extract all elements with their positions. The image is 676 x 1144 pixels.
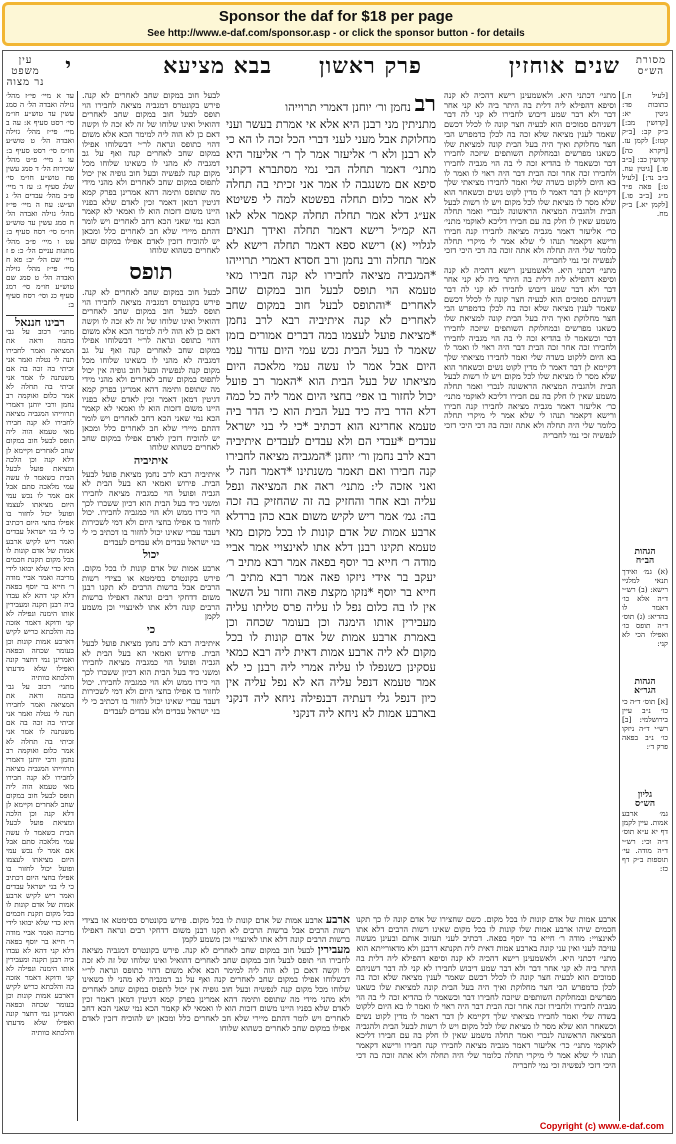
- gemara-column: [226, 91, 436, 891]
- gemara-intro: נחמן ור׳ יוחנן דאמרי תרוייהו: [285, 100, 411, 114]
- sponsor-subtitle[interactable]: See http://www.e-daf.com/sponsor.asp - or click the sponsor button - for details: [147, 28, 525, 39]
- gilyon-hashas-label: גליון הש״ס: [634, 790, 656, 810]
- tosafot-heading-itivei: איתיביה: [133, 453, 169, 467]
- tosafot-opening-word: תופס: [129, 258, 173, 285]
- talmud-page: [2, 50, 673, 1134]
- gilyon-text: גמ׳ ארבע אמות. עיין לקמן דף יא ע״א תוס׳ ד״ה וכי: רש״י ד״ה מודה. עי׳ תוספות ב״ק דף כז:: [622, 809, 668, 873]
- bach-text: (א) גמ׳ ואידך תנאי למלגיי רישא: (ב) רש״י ד״ה אלא כו׳ דאמר לו בהדיא: (ג) תוס׳ ד״ה תופס כו׳ ואפילו הכי לא קני:: [622, 566, 668, 649]
- tosafot-text-4: איתיביה רבא לרב נחמן מציאת פועל לבעל הבית. פירוש ואמאי הא בעל הבית לא הגביה ופועל הוי כמגביה מציאה לחבירו ומשני כיד בעל הבית הוא דכיון ששכרו לכך הוי כידו ממש ולא הוי כמגביה לחבירו. יכול לחזור בו אפילו בחצי היום ולא דמי לשכירות דעבד עברי שאינו יכול לחזור בו דכתיב כי לי בני ישראל עבדים ולא עבדים לעבדים: [82, 637, 220, 716]
- tosafot-heading-yachol: יכול: [142, 548, 160, 562]
- perek-number: פרק ראשון: [319, 53, 422, 79]
- mesoret-text: [לעיל ח.] כתובות פד: גיטין יא: [קדושין מב:] ב״ק קב: [ב״ק קטז:] לקמן עז. [ויקרא כה] קדושין כב: [ב״ב פו.] [גיטין עח. ב״ב נד:] [לעיל ט:] פאה פ״ד מ״ג [ב״ב פו.] [לקמן יא.] ב״ק מח.: [622, 91, 668, 219]
- gemara-opening-word: רב: [414, 91, 436, 117]
- tosafot-lower-block: [82, 915, 350, 1125]
- rashi-text-continued: מתני׳ דכתני היא. ולאשמעינן רישא דהכיה לא קנה וסיפא דהפילא ליה דלית בה היתר ביה לא קני אחר דבר ולא דבר שמע דיבוש לחבירו לא קני לה דבר דשניהם סמוכים הוא לבעיה חצר קונה לו לכלל דכשם שאמר לענין מציאה שלא זכה בה לכלן כדמפרש הבי חצר מחלוקת ואיך היה בעל הבית קונה למציאת שלו כשאנו מפרשים ובמחלוקת השותפים שיזכה לחבירו דבר וכשאמר לו בהדיא זכה לי בה הוי מגביה לחבירו ולחבירו זכה אחר זכה הבית דבר היה ראוי לו ואמר לו בא היום ללקוט בשדה שלי ואמר לחבירו מציאתי שלך דקיימא לן דבר דאמר לו מדין לקוט נשים וכשאחר הוא שלא מסר לו מציאת שלו לכל מקום ויש לו רשות לבעל הבית ולהגביה המציאה הראשונה לנכרי ואמר תחלה משמע שאין לו חלק בה עם חבירו דליכא לאוקמי מתני׳ כר׳ אליעזר דאמר מגביה מציאה לחבירו קנה חבירו ורישא דקאמר תנהו לי שלא אמר לי מיקרי תחלה כלומר שלי היה תחלה ולא אתה זוכה בה דכי היכי דזכי לנפשיה זכי נמי לחבריה: [444, 264, 616, 440]
- masechta-title: בבא מציעא: [163, 53, 272, 79]
- perek-name: שנים אוחזין: [508, 53, 620, 79]
- ein-mishpat-text: עד א מיי׳ פי״ז מהל׳ גזילה ואבדה הל׳ ה סמג עשין עד טוש״ע חו״מ סי׳ רסט סעיף א: עה ב מיי׳ פי״ז מהל׳ גזילה ואבדה הל׳ ט טוש״ע חו״מ סי׳ רסט סעיף ב: עו ג מיי׳ פ״ט מהל׳ שכירות הל׳ ד סמג עשין פח טוש״ע חו״מ סי׳ שלג סעיף ג: עז ד מיי׳ פ״ב מהל׳ עבדים הל׳ ג וע״ש: עח ה מיי׳ פי״ז מהל׳ גזילה ואבדה הל׳ ח סמג עשין עד טוש״ע חו״מ סי׳ רסח סעיף ב: עט ו מיי׳ פ״ב מהל׳ מתנות עניים הל׳ כ: פ ז מיי׳ שם הל׳ יב: פא ח מיי׳ פי״ז מהל׳ גזילה ואבדה הל׳ ט סמג שם טוש״ע חו״מ סי׳ רמג סעיף כג וסי׳ רסח סעיף ב:: [6, 91, 74, 310]
- ein-mishpat-heading: עין משפט נר מצוה: [6, 55, 45, 88]
- rabbeinu-chananel-text: מתני׳ רכוב על גבי בהמה וראה את המציאה ואמר לחבירו תנה לי נטלה ואמר אני זכיתי בה זכה בה אם משנתנה לו אמר אני זכיתי בה תחלה לא אמר כלום ואוקמה רב נחמן ורבי יוחנן דאמרי תרווייהו המגביה מציאה לחבירו לא קנה חבירו מאי טעמא הוה ליה תופס לבעל חוב במקום שחב לאחרים וקיימא לן דלא קנה וכן הלכה ומציאת פועל לבעל הבית כשאמר לו עשה עמי מלאכה סתם אבל אם אמר לו נכש עמי היום מציאתו לעצמו ופועל יכול לחזור בו אפילו בחצי היום דכתיב כי לי בני ישראל עבדים ואמר ריש לקיש ארבע אמות של אדם קונות לו בכל מקום תקנת חכמים היא כדי שלא יבואו לידי מריבה ואמר אביי מודה ר׳ חייא בר יוסף בפאה דלא קני דהא לא עבדו ביה רבנן תקנה ומעבירין אותו הימנה ונפילה לא קני ודוקא דאמר אזכה בה והלכתא כריש לקיש דארבע אמות קונות וכן בעומר שכחה ובפאה ואמרינן נמי דחצר קונה ואפילו שלא מדעתו והלכתא כוותיה: [6, 327, 74, 682]
- daf-number: י: [65, 53, 72, 79]
- tosafot-lower-text-2: לבעל חוב במקום שחב לאחרים לא קנה. פירש בקונטרס דמגביה מציאה לחבירו הוי תופס לבעל חוב במקום שחב לאחרים דהואיל ואינו שלוחו של זה לא זכה לו וקשה דאם כן לא הוה ליה למימר הכא אלא משום דהוי כתופס ונראה לר״י דבשלוחו אפילו במקום שחב לאחרים קנה ואף על גב דמגביה לא מהני לו כשאינו שלוחו מכל מקום קנה לנפשיה ובעל חוב גופיה אין יכול לתפוס במקום שחב לאחרים ולא מהני מידי מה שתופס ותימה דהא אמרינן בפרק קמא דגיטין דמאן דאמר זכין לאדם שלא בפניו היינו משום דזכות הוא לו ואמאי לא קאמר הכא נמי שאני הכא דחב לאחרים ויש לומר דהתם מיירי שלא חב לאחרים כלל ומכאן יש להוכיח דזכין לאדם אפילו במקום שחב לאחרים כשהוא שלוחו: [82, 945, 350, 1033]
- rashi-lower-text-continued: מתני׳ דכתני היא. ולאשמעינן רישא דהכיה לא קנה וסיפא דהפילא ליה דלית בה היתר ביה לא קני אחר דבר ולא דבר שמע דיבוש לחבירו לא קני לה דבר דשניהם סמוכים הוא לבעיה חצר קונה לו לכלל דכשם שאמר לענין מציאה שלא זכה בה לכלן כדמפרש הבי חצר מחלוקת ואיך היה בעל הבית קונה למציאת שלו כשאנו מפרשים ובמחלוקת השותפים שיזכה לחבירו דבר וכשאמר לו בהדיא זכה לי בה הוי מגביה לחבירו ולחבירו זכה אחר זכה הבית דבר היה ראוי לו ואמר לו בא היום ללקוט בשדה שלי ואמר לחבירו מציאתי שלך דקיימא לן דבר דאמר לו מדין לקוט נשים וכשאחר הוא שלא מסר לו מציאת שלו לכל מקום ויש לו רשות לבעל הבית ולהגביה המציאה הראשונה לנכרי ואמר תחלה משמע שאין לו חלק בה עם חבירו דליכא לאוקמי מתני׳ כר׳ אליעזר דאמר מגביה מציאה לחבירו קנה חבירו ורישא דקאמר תנהו לי שלא אמר לי מיקרי תחלה כלומר שלי היה תחלה ולא אתה זוכה בה דכי היכי דזכי לנפשיה זכי נמי לחבריה: [356, 952, 616, 1070]
- tosafot-heading-arba: ארבע: [325, 915, 350, 926]
- hagahot-hagra-label: הגהות הגר״א: [634, 677, 656, 697]
- ein-mishpat-column: [6, 91, 74, 1126]
- tosafot-text-3: ארבע אמות של אדם קונות לו בכל מקום. פירש בקונטרס בסימטא או בצידי רשות הרבים אבל ברשות הרבים לא תקנו רבנן משום דדחקי רבים ונראה דאפילו ברשות הרבים קונה דלא אתו לאינצויי וכן משמע לקמן: [82, 562, 220, 622]
- sponsor-banner[interactable]: [2, 2, 670, 46]
- rashi-column: [444, 91, 616, 911]
- sponsor-title[interactable]: Sponsor the daf for $18 per page: [218, 8, 454, 25]
- rashi-lower-text: ארבע אמות של אדם קונות לו בכל מקום. כשם שחצירו של אדם קונה לו כך תקנו חכמים שיהו ארבע אמות שלו קונות לו בכל מקום שאינו רשות הרבים דלא אתו לאינצויי: מודה ר׳ חייא בר יוסף בפאה. דכתיב לעני תעזוב אותם ובעינן מעשה עזיבה לעני ואין עני קונה בארבע אמות דאית ליה תקנתא דרבנן ולא מדאורייתא הוא: [356, 915, 616, 954]
- margin-divider-right: [619, 91, 620, 1121]
- tosafot-text-2: איתיביה רבא לרב נחמן מציאת פועל לבעל הבית. פירוש ואמאי הא בעל הבית לא הגביה ופועל הוי כמגביה מציאה לחבירו ומשני כיד בעל הבית הוא דכיון ששכרו לכך הוי כידו ממש ולא הוי כמגביה לחבירו. יכול לחזור בו אפילו בחצי היום ולא דמי לשכירות דעבד עברי שאינו יכול לחזור בו דכתיב כי לי בני ישראל עבדים ולא עבדים לעבדים: [82, 468, 220, 547]
- margin-divider-left: [77, 91, 78, 1121]
- tosafot-heading-ki: כי: [146, 623, 156, 637]
- rabbeinu-chananel-label: רבינו חננאל: [15, 316, 65, 330]
- copyright-link[interactable]: Copyright (c) www.e-daf.com: [539, 1121, 664, 1131]
- rashi-lower-block: [356, 915, 616, 1125]
- hagahot-habach-label: הגהות הב״ח: [634, 547, 656, 567]
- mesoret-heading: מסורת הש״ס: [635, 55, 666, 77]
- tosafot-lower-text: ארבע אמות של אדם קונות לו בכל מקום. פירש בקונטרס בסימטא או בצידי רשות הרבים אבל ברשות הרבים לא תקנו רבנן משום דדחקי רבים ונראה דאפילו ברשות הרבים קונה דלא אתו לאינצויי וכן משמע לקמן: [82, 915, 350, 945]
- page-header: [3, 51, 672, 87]
- mesoret-column: [622, 91, 668, 1126]
- rabbeinu-chananel-text-continued: מתני׳ רכוב על גבי בהמה וראה את המציאה ואמר לחבירו תנה לי נטלה ואמר אני זכיתי בה זכה בה אם משנתנה לו אמר אני זכיתי בה תחלה לא אמר כלום ואוקמה רב נחמן ורבי יוחנן דאמרי תרווייהו המגביה מציאה לחבירו לא קנה חבירו מאי טעמא הוה ליה תופס לבעל חוב במקום שחב לאחרים וקיימא לן דלא קנה וכן הלכה ומציאת פועל לבעל הבית כשאמר לו עשה עמי מלאכה סתם אבל אם אמר לו נכש עמי היום מציאתו לעצמו ופועל יכול לחזור בו אפילו בחצי היום דכתיב כי לי בני ישראל עבדים ואמר ריש לקיש ארבע אמות של אדם קונות לו בכל מקום תקנת חכמים היא כדי שלא יבואו לידי מריבה ואמר אביי מודה ר׳ חייא בר יוסף בפאה דלא קני דהא לא עבדו ביה רבנן תקנה ומעבירין אותו הימנה ונפילה לא קני ודוקא דאמר אזכה בה והלכתא כריש לקיש דארבע אמות קונות וכן בעומר שכחה ובפאה ואמרינן נמי דחצר קונה ואפילו שלא מדעתו והלכתא כוותיה: [6, 682, 74, 1037]
- rashi-text: מתני׳ דכתני היא. ולאשמעינן רישא דהכיה לא קנה וסיפא דהפילא ליה דלית בה היתר ביה לא קני אחר דבר ולא דבר שמע דיבוש לחבירו לא קני לה דבר דשניהם סמוכים הוא לבעיה חצר קונה לו לכלל דכשם שאמר לענין מציאה שלא זכה בה לכלן כדמפרש הבי חצר מחלוקת ואיך היה בעל הבית קונה למציאת שלו כשאנו מפרשים ובמחלוקת השותפים שיזכה לחבירו דבר וכשאמר לו בהדיא זכה לי בה הוי מגביה לחבירו ולחבירו זכה אחר זכה הבית דבר היה ראוי לו ואמר לו בא היום ללקוט בשדה שלי ואמר לחבירו מציאתי שלך דקיימא לן דבר דאמר לו מדין לקוט נשים וכשאחר הוא שלא מסר לו מציאת שלו לכל מקום ויש לו רשות לבעל הבית ולהגביה המציאה הראשונה לנכרי ואמר תחלה משמע שאין לו חלק בה עם חבירו דליכא לאוקמי מתני׳ כר׳ אליעזר דאמר מגביה מציאה לחבירו קנה חבירו ורישא דקאמר תנהו לי שלא אמר לי מיקרי תחלה כלומר שלי היה תחלה ולא אתה זוכה בה דכי היכי דזכי לנפשיה זכי נמי לחבריה: [444, 91, 616, 265]
- tosafot-column: [82, 91, 220, 911]
- gra-text: [א] תוס׳ ד״ה כי כו׳ נ״ב עיין בירושלמי: [ב] רש״י ד״ה ניזקו כו׳ נ״ב בפאה פרק ד׳:: [622, 696, 668, 751]
- tosafot-text: לבעל חוב במקום שחב לאחרים לא קנה. פירש בקונטרס דמגביה מציאה לחבירו הוי תופס לבעל חוב במקום שחב לאחרים דהואיל ואינו שלוחו של זה לא זכה לו וקשה דאם כן לא הוה ליה למימר הכא אלא משום דהוי כתופס ונראה לר״י דבשלוחו אפילו במקום שחב לאחרים קנה ואף על גב דמגביה לא מהני לו כשאינו שלוחו מכל מקום קנה לנפשיה ובעל חוב גופיה אין יכול לתפוס במקום שחב לאחרים ולא מהני מידי מה שתופס ותימה דהא אמרינן בפרק קמא דגיטין דמאן דאמר זכין לאדם שלא בפניו היינו משום דזכות הוא לו ואמאי לא קאמר הכא נמי שאני הכא דחב לאחרים ויש לומר דהתם מיירי שלא חב לאחרים כלל ומכאן יש להוכיח דזכין לאדם אפילו במקום שחב לאחרים כשהוא שלוחו: [82, 286, 220, 453]
- tosafot-text-top: לבעל חוב במקום שחב לאחרים לא קנה. פירש בקונטרס דמגביה מציאה לחבירו הוי תופס לבעל חוב במקום שחב לאחרים דהואיל ואינו שלוחו של זה לא זכה לו וקשה דאם כן לא הוה ליה למימר הכא אלא משום דהוי כתופס ונראה לר״י דבשלוחו אפילו במקום שחב לאחרים קנה ואף על גב דמגביה לא מהני לו כשאינו שלוחו מכל מקום קנה לנפשיה ובעל חוב גופיה אין יכול לתפוס במקום שחב לאחרים ולא מהני מידי מה שתופס ותימה דהא אמרינן בפרק קמא דגיטין דמאן דאמר זכין לאדם שלא בפניו היינו משום דזכות הוא לו ואמאי לא קאמר הכא נמי שאני הכא דחב לאחרים ויש לומר דהתם מיירי שלא חב לאחרים כלל ומכאן יש להוכיח דזכין לאדם אפילו במקום שחב לאחרים כשהוא שלוחו: [82, 91, 220, 256]
- tosafot-heading-maavirin: מעבירין: [317, 943, 350, 957]
- gemara-text: מתניתין מני רבנן היא אלא אי אמרת בעשר ועני מחלוקת אבל מעני לעני דברי הכל זכה לו הא כי לא רבנן ולא ר׳ אליעזר אמר לך ר׳ אליעזר היא מתני׳ דאמר תחלה הבי נמי מסתברא דקתני סיפא אם משנגבה לו אמר אני זכיתי בה תחלה לא אמר כלום תחלה בפשטא למה לי פשיטא אע״ג דלא אמר תחלה תחלה קאמר אלא לאו הא קמ״ל רישא דאמר תחלה ואידך תנאים לגלויי (א) רישא ספא דאמר תחלה רישא לא אמר תחלה ורב נחמן ורב חסדא דאמרי תרוייהו *המגביה מציאה לחבירו לא קנה חבירו מאי טעמא הוי תופס לבעל חוב במקום שחב לאחרים *והתופס לבעל חוב במקום שחב לאחרים לא קנה איתיביה רבא לרב נחמן *מציאת פועל לעצמו במה דברים אמורים בזמן שאמר לו בעל הבית נכש עמי היום עדור עמי היום אבל אמר לו עשה עמי מלאכה היום מציאתו של בעל הבית הוא *האמר רב פועל יכול לחזור בו אפי׳ בחצי היום אמר ליה כל כמה דלא הדר ביה כיד בעל הבית הוא כי הדר ביה טעמא אחרינא הוא דכתיב *כי לי בני ישראל עבדים *עבדי הם ולא עבדים לעבדים איתיביה רבא לרב נחמן ור׳ יוחנן *המגביה מציאה לחבירו קנה חבירו ואם תאמר משנתינו *דאמר חנה לי ואני אזכה לי: מתני׳ ראה את המציאה ונפל עליה ובא אחר והחזיק בה זה שהחזיק בה זכה בה: גמ׳ אמר ריש לקיש משום אבא כהן ברדלא ארבע אמות של אדם קונות לו בכל מקום מאי טעמא תקינו רבנן דלא אתו לאינצויי אמר אביי מודה ר׳ חייא בר יוסף בפאה אמר רבא מתיב ר׳ יעקב בר אידי ניזקו פאה אמר רבא מתיב ר׳ חייא בר יוסף *נזקו מקצת פאה וחזר על השאר אין לו בה כלום נפל לו עליה פרס טליתו עליה מעבירין אותו הימנה וכן בעומר שכחה וכן באמרת ארבע אמות של אדם קונות לו בכל מקום לא ליה ארבע אמות דאית ליה רבא כמאי עסקינן כשנפלו לו עליה אמרי ליה רבנן כי לא אמר טעמא דנפל עליה הא לא נפל עליה אין כיון דנפל גלי דעתיה דבנפילה ניחא ליה דנקני בארבע אמות לא ניחא ליה דנקני: [226, 117, 436, 720]
